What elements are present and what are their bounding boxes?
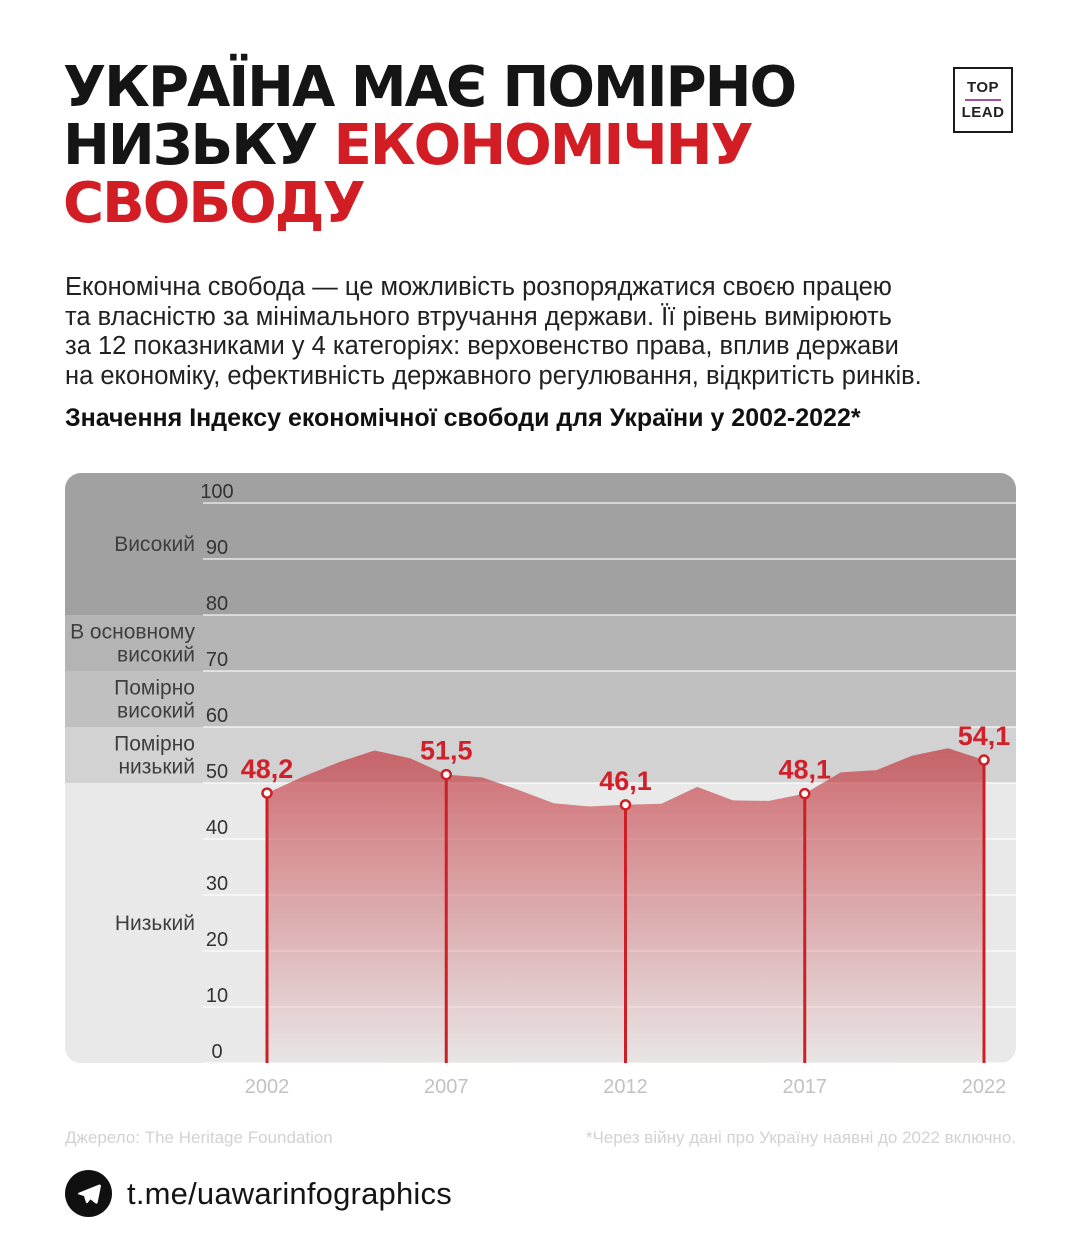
title-text-black: НИЗЬКУ	[63, 113, 334, 178]
x-axis-label: 2002	[244, 1076, 290, 1098]
data-point-marker	[621, 800, 630, 809]
data-point-label: 48,2	[240, 754, 294, 785]
band-label: Помірно	[114, 676, 195, 700]
y-tick-label: 30	[205, 873, 229, 895]
intro-paragraph	[65, 273, 922, 391]
intro-line: Економічна свобода — це можливість розпоряджатися своєю працею	[65, 273, 892, 301]
y-tick-label: 90	[205, 537, 229, 559]
band-label: високий	[117, 699, 195, 723]
data-point-label: 48,1	[778, 754, 832, 785]
title-text-black: УКРАЇНА МАЄ ПОМІРНО	[63, 55, 796, 120]
footnote: *Через війну дані про Україну наявні до 2022 включно.	[585, 1128, 1016, 1147]
band-label: низький	[118, 755, 195, 779]
source-caption: Джерело: The Heritage Foundation	[65, 1128, 333, 1147]
telegram-bar[interactable]	[65, 1170, 452, 1217]
band-label: Низький	[114, 912, 195, 935]
y-tick-label: 0	[211, 1041, 223, 1063]
x-axis-label: 2012	[603, 1076, 648, 1098]
logo-lead-label: LEAD	[961, 104, 1005, 121]
telegram-handle[interactable]: t.me/uawarinfographics	[127, 1175, 452, 1211]
title-line-2	[63, 113, 795, 178]
y-tick-label: 40	[205, 817, 229, 839]
band-label: Високий	[114, 533, 195, 556]
y-tick-label: 60	[205, 705, 229, 727]
x-axis-label: 2007	[424, 1076, 469, 1098]
x-axis-labels	[65, 1076, 1016, 1104]
chart-heading: Значення Індексу економічної свободи для України у 2002-2022*	[65, 404, 861, 432]
y-tick-label: 10	[205, 985, 229, 1007]
y-tick-label: 80	[205, 593, 229, 615]
title-line-3: СВОБОДУ	[63, 171, 364, 236]
x-axis-label: 2017	[782, 1076, 827, 1098]
page-title	[63, 55, 796, 236]
band-label: В основному	[70, 620, 195, 644]
x-axis-label: 2022	[961, 1076, 1007, 1098]
data-point-label: 46,1	[599, 765, 652, 796]
y-tick-label: 20	[205, 929, 229, 951]
economic-freedom-chart	[65, 473, 1016, 1063]
data-point-marker	[442, 770, 451, 779]
telegram-icon	[65, 1170, 112, 1217]
top-lead-logo	[953, 67, 1013, 133]
data-point-label: 51,5	[419, 735, 473, 766]
telegram-plane-glyph	[76, 1181, 102, 1207]
intro-line: на економіку, ефективність державного регулювання, відкритість ринків.	[65, 361, 922, 390]
title-line-1	[63, 55, 796, 120]
data-point-marker	[980, 756, 989, 765]
band-label: високий	[117, 643, 195, 667]
logo-top-label: TOP	[966, 79, 1000, 96]
data-point-label: 54,1	[957, 721, 1011, 752]
chart-canvas	[65, 473, 1016, 1063]
y-tick-label: 70	[205, 649, 229, 671]
intro-line: та власністю за мінімального втручання держави. Її рівень вимірюють	[65, 302, 892, 331]
data-point-marker	[800, 789, 809, 798]
intro-line: за 12 показниками у 4 категоріях: верховенство права, вплив держави	[65, 332, 899, 360]
y-tick-label: 50	[205, 761, 229, 783]
logo-divider	[965, 99, 1001, 101]
data-point-marker	[263, 789, 272, 798]
y-tick-label: 100	[200, 481, 234, 503]
title-text-red: ЕКОНОМІЧНУ	[333, 113, 752, 178]
band-label: Помірно	[114, 732, 195, 756]
